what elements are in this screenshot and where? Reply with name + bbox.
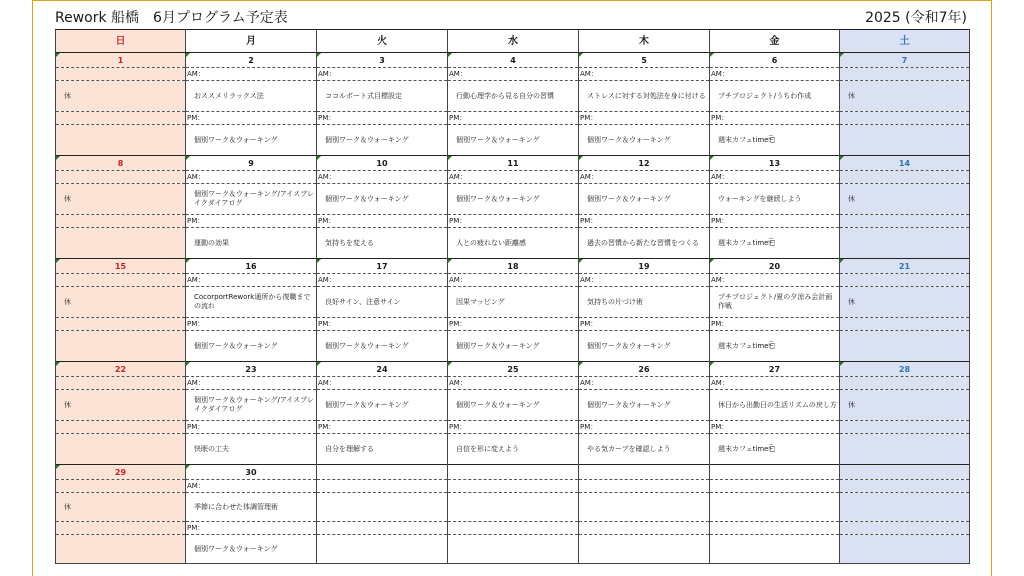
pm-label: PM： bbox=[186, 522, 317, 535]
day-number-text: 18 bbox=[507, 261, 519, 271]
am-label bbox=[56, 68, 186, 81]
am-activity: 個別ワーク＆ウォーキング bbox=[317, 390, 448, 421]
comment-marker-icon bbox=[56, 259, 60, 263]
am-label bbox=[56, 480, 186, 493]
am-label-row bbox=[56, 171, 970, 184]
pm-activity bbox=[317, 535, 448, 564]
comment-marker-icon bbox=[186, 259, 190, 263]
day-number-text: 27 bbox=[768, 364, 781, 374]
pm-activity-row bbox=[56, 228, 970, 259]
pm-label bbox=[840, 318, 970, 331]
day-number-text: 30 bbox=[245, 467, 257, 477]
day-number-text: 7 bbox=[901, 55, 908, 65]
comment-marker-icon bbox=[186, 362, 190, 366]
day-number-row bbox=[56, 259, 970, 274]
day-number-row bbox=[56, 465, 970, 480]
day-number-text: 14 bbox=[898, 158, 911, 168]
am-label: AM： bbox=[186, 68, 317, 81]
comment-marker-icon bbox=[840, 156, 844, 160]
am-label: AM： bbox=[448, 274, 579, 287]
am-label: AM： bbox=[448, 377, 579, 390]
day-number-text: 20 bbox=[768, 261, 781, 271]
pm-label: PM： bbox=[317, 421, 448, 434]
pm-activity-text: 個別ワーク＆ウォーキング bbox=[194, 544, 278, 553]
pm-label bbox=[56, 522, 186, 535]
clip-icon: ⎗ bbox=[768, 135, 775, 144]
day-number-text: 9 bbox=[248, 158, 254, 168]
am-activity: ウォーキングを継続しよう bbox=[710, 184, 840, 215]
am-activity: 個別ワーク＆ウォーキング bbox=[579, 390, 710, 421]
pm-label: PM： bbox=[448, 215, 579, 228]
am-label-row bbox=[56, 274, 970, 287]
pm-activity-text: 快眠の工夫 bbox=[194, 444, 229, 453]
holiday-cell: 休 bbox=[56, 287, 186, 318]
calendar-table bbox=[55, 29, 970, 564]
day-number-text: 16 bbox=[245, 261, 257, 271]
day-number bbox=[186, 465, 317, 480]
day-number bbox=[710, 362, 840, 377]
am-activity bbox=[317, 493, 448, 522]
day-number bbox=[840, 53, 970, 68]
pm-label: PM： bbox=[317, 318, 448, 331]
day-number-text: 13 bbox=[768, 158, 781, 168]
am-activity: 気持ちの片づけ術 bbox=[579, 287, 710, 318]
calendar-body bbox=[56, 53, 970, 564]
pm-activity bbox=[710, 125, 840, 156]
pm-label: PM： bbox=[186, 215, 317, 228]
pm-activity bbox=[56, 535, 186, 564]
weekday-sun: 日 bbox=[56, 30, 186, 53]
pm-label bbox=[840, 421, 970, 434]
holiday-cell: 休 bbox=[840, 184, 970, 215]
am-activity: 個別ワーク＆ウォーキング bbox=[448, 390, 579, 421]
pm-activity-text: 個別ワーク＆ウォーキング bbox=[587, 341, 671, 350]
comment-marker-icon bbox=[579, 259, 583, 263]
day-number-text: 15 bbox=[114, 261, 127, 271]
pm-activity bbox=[186, 535, 317, 564]
pm-activity bbox=[317, 228, 448, 259]
pm-label bbox=[840, 522, 970, 535]
day-number bbox=[317, 465, 448, 480]
am-label-row bbox=[56, 377, 970, 390]
comment-marker-icon bbox=[186, 465, 190, 469]
pm-label bbox=[317, 522, 448, 535]
schedule-page bbox=[32, 0, 992, 576]
am-activity bbox=[579, 493, 710, 522]
pm-label: PM： bbox=[186, 421, 317, 434]
am-label: AM： bbox=[186, 377, 317, 390]
am-label: AM： bbox=[710, 274, 840, 287]
am-label: AM： bbox=[710, 377, 840, 390]
day-number bbox=[579, 465, 710, 480]
pm-activity-text: 週末カフェtime bbox=[718, 342, 769, 350]
comment-marker-icon bbox=[579, 362, 583, 366]
am-label: AM： bbox=[710, 68, 840, 81]
am-label-row bbox=[56, 68, 970, 81]
am-label: AM： bbox=[579, 68, 710, 81]
am-label bbox=[710, 480, 840, 493]
am-activity bbox=[448, 493, 579, 522]
am-activity: ココルポート式目標設定 bbox=[317, 81, 448, 112]
day-number bbox=[56, 465, 186, 480]
am-label bbox=[56, 377, 186, 390]
pm-activity bbox=[448, 228, 579, 259]
day-number bbox=[448, 156, 579, 171]
comment-marker-icon bbox=[317, 362, 321, 366]
holiday-cell: 休 bbox=[56, 390, 186, 421]
comment-marker-icon bbox=[579, 53, 583, 57]
pm-label: PM： bbox=[186, 318, 317, 331]
pm-activity bbox=[710, 434, 840, 465]
day-number bbox=[840, 362, 970, 377]
comment-marker-icon bbox=[448, 156, 452, 160]
pm-activity bbox=[579, 125, 710, 156]
pm-activity-text: 週末カフェtime bbox=[718, 239, 769, 247]
day-number-text: 5 bbox=[641, 55, 647, 65]
comment-marker-icon bbox=[710, 259, 714, 263]
am-activity: 個別ワーク＆ウォーキング bbox=[579, 184, 710, 215]
day-number bbox=[840, 259, 970, 274]
pm-activity bbox=[56, 331, 186, 362]
pm-activity-text: 週末カフェtime bbox=[718, 136, 769, 144]
pm-activity bbox=[840, 434, 970, 465]
am-activity-row bbox=[56, 493, 970, 522]
pm-activity-row bbox=[56, 331, 970, 362]
holiday-cell: 休 bbox=[56, 81, 186, 112]
day-number-text: 21 bbox=[898, 261, 911, 271]
am-activity: 季節に合わせた体調管理術 bbox=[186, 493, 317, 522]
pm-activity bbox=[579, 228, 710, 259]
pm-label bbox=[579, 522, 710, 535]
pm-activity-text: 個別ワーク＆ウォーキング bbox=[456, 135, 540, 144]
comment-marker-icon bbox=[840, 259, 844, 263]
am-activity-row bbox=[56, 287, 970, 318]
day-number bbox=[186, 156, 317, 171]
am-label bbox=[840, 171, 970, 184]
pm-label-row bbox=[56, 215, 970, 228]
pm-label: PM： bbox=[710, 215, 840, 228]
clip-icon: ⎗ bbox=[768, 444, 775, 453]
day-number bbox=[186, 53, 317, 68]
pm-label: PM： bbox=[448, 421, 579, 434]
am-label bbox=[579, 480, 710, 493]
am-label: AM： bbox=[186, 171, 317, 184]
pm-label-row bbox=[56, 112, 970, 125]
am-activity: 良好サイン、注意サイン bbox=[317, 287, 448, 318]
am-label: AM： bbox=[186, 274, 317, 287]
pm-activity-text: 運動の効果 bbox=[194, 238, 229, 247]
am-activity-row bbox=[56, 390, 970, 421]
day-number bbox=[840, 156, 970, 171]
am-activity: 因果マッピング bbox=[448, 287, 579, 318]
year-label: 2025 (令和7年) bbox=[865, 10, 967, 26]
pm-activity-text: 個別ワーク＆ウォーキング bbox=[194, 135, 278, 144]
day-number-text: 3 bbox=[379, 55, 385, 65]
day-number-text: 6 bbox=[771, 55, 778, 65]
comment-marker-icon bbox=[710, 362, 714, 366]
am-activity: 行動心理学から見る自分の習慣 bbox=[448, 81, 579, 112]
day-number-text: 23 bbox=[245, 364, 257, 374]
pm-label-row bbox=[56, 421, 970, 434]
pm-activity-row bbox=[56, 535, 970, 564]
weekday-fri: 金 bbox=[710, 30, 840, 53]
day-number-row bbox=[56, 362, 970, 377]
am-activity: 個別ワーク＆ウォーキング bbox=[448, 184, 579, 215]
day-number-text: 24 bbox=[376, 364, 388, 374]
am-label bbox=[840, 274, 970, 287]
am-activity: 個別ワーク＆ウォーキング bbox=[317, 184, 448, 215]
comment-marker-icon bbox=[317, 53, 321, 57]
day-number bbox=[710, 465, 840, 480]
pm-activity-text: 自信を形に変えよう bbox=[456, 444, 519, 453]
day-number bbox=[317, 362, 448, 377]
day-number bbox=[448, 53, 579, 68]
pm-activity-text: 個別ワーク＆ウォーキング bbox=[325, 341, 409, 350]
am-label bbox=[56, 274, 186, 287]
am-label bbox=[840, 68, 970, 81]
am-activity-row bbox=[56, 81, 970, 112]
comment-marker-icon bbox=[56, 156, 60, 160]
day-number bbox=[186, 259, 317, 274]
weekday-thu: 木 bbox=[579, 30, 710, 53]
comment-marker-icon bbox=[56, 465, 60, 469]
pm-activity bbox=[579, 434, 710, 465]
pm-label bbox=[56, 215, 186, 228]
am-activity: プチプロジェクト/夏の夕涼み会計画作戦 bbox=[710, 287, 840, 318]
am-activity: 個別ワーク＆ウォーキング/アイスブレイクダイアログ bbox=[186, 390, 317, 421]
day-number bbox=[710, 156, 840, 171]
holiday-cell: 休 bbox=[840, 81, 970, 112]
day-number-text: 11 bbox=[507, 158, 519, 168]
day-number bbox=[317, 259, 448, 274]
comment-marker-icon bbox=[840, 362, 844, 366]
pm-activity-text: 自分を理解する bbox=[325, 444, 374, 453]
weekday-sat: 土 bbox=[840, 30, 970, 53]
pm-activity bbox=[840, 331, 970, 362]
clip-icon: ⎗ bbox=[768, 341, 775, 350]
day-number bbox=[579, 259, 710, 274]
pm-activity bbox=[710, 331, 840, 362]
day-number bbox=[579, 53, 710, 68]
pm-activity-text: 個別ワーク＆ウォーキング bbox=[194, 341, 278, 350]
pm-activity bbox=[186, 331, 317, 362]
am-label: AM： bbox=[448, 68, 579, 81]
pm-activity bbox=[448, 434, 579, 465]
pm-activity bbox=[317, 125, 448, 156]
clip-icon: ⎗ bbox=[768, 238, 775, 247]
holiday-cell: 休 bbox=[56, 493, 186, 522]
pm-label: PM： bbox=[579, 112, 710, 125]
pm-activity bbox=[317, 331, 448, 362]
comment-marker-icon bbox=[186, 156, 190, 160]
day-number-text: 2 bbox=[248, 55, 254, 65]
am-activity: ストレスに対する対処法を身に付ける bbox=[579, 81, 710, 112]
comment-marker-icon bbox=[448, 259, 452, 263]
comment-marker-icon bbox=[710, 156, 714, 160]
pm-label-row bbox=[56, 318, 970, 331]
pm-label: PM： bbox=[710, 112, 840, 125]
pm-activity bbox=[840, 228, 970, 259]
day-number bbox=[56, 259, 186, 274]
day-number-text: 28 bbox=[898, 364, 911, 374]
am-label: AM： bbox=[317, 377, 448, 390]
pm-activity bbox=[579, 535, 710, 564]
pm-label bbox=[840, 112, 970, 125]
pm-label: PM： bbox=[317, 112, 448, 125]
am-activity: CocorportRework通所から復職までの流れ bbox=[186, 287, 317, 318]
am-label: AM： bbox=[317, 68, 448, 81]
day-number bbox=[579, 156, 710, 171]
am-label: AM： bbox=[186, 480, 317, 493]
day-number-text: 4 bbox=[510, 55, 516, 65]
weekday-header-row bbox=[56, 30, 970, 53]
pm-activity bbox=[56, 125, 186, 156]
pm-activity bbox=[448, 125, 579, 156]
pm-label-row bbox=[56, 522, 970, 535]
day-number-text: 22 bbox=[114, 364, 127, 374]
weekday-mon: 月 bbox=[186, 30, 317, 53]
pm-activity bbox=[186, 228, 317, 259]
pm-activity-text: 過去の習慣から新たな習慣をつくる bbox=[587, 238, 699, 247]
am-label bbox=[840, 377, 970, 390]
pm-activity bbox=[448, 331, 579, 362]
am-activity bbox=[710, 493, 840, 522]
pm-activity bbox=[710, 228, 840, 259]
pm-activity-text: 人との疲れない距離感 bbox=[456, 238, 526, 247]
weekday-tue: 火 bbox=[317, 30, 448, 53]
pm-activity-text: やる気カーブを確認しよう bbox=[587, 444, 671, 453]
am-activity: 休日から出勤日の生活リズムの戻し方 bbox=[710, 390, 840, 421]
day-number-text: 8 bbox=[117, 158, 124, 168]
am-activity-row bbox=[56, 184, 970, 215]
comment-marker-icon bbox=[579, 156, 583, 160]
comment-marker-icon bbox=[317, 259, 321, 263]
pm-label: PM： bbox=[579, 318, 710, 331]
holiday-cell bbox=[840, 493, 970, 522]
am-label-row bbox=[56, 480, 970, 493]
pm-activity-text: 週末カフェtime bbox=[718, 445, 769, 453]
pm-activity-text: 個別ワーク＆ウォーキング bbox=[587, 135, 671, 144]
am-label: AM： bbox=[579, 171, 710, 184]
pm-label bbox=[448, 522, 579, 535]
holiday-cell: 休 bbox=[56, 184, 186, 215]
comment-marker-icon bbox=[448, 53, 452, 57]
pm-activity bbox=[56, 228, 186, 259]
am-label: AM： bbox=[579, 377, 710, 390]
pm-label bbox=[56, 112, 186, 125]
pm-label bbox=[840, 215, 970, 228]
pm-label bbox=[710, 522, 840, 535]
day-number bbox=[56, 362, 186, 377]
pm-label bbox=[56, 318, 186, 331]
pm-activity bbox=[186, 434, 317, 465]
am-label: AM： bbox=[317, 274, 448, 287]
pm-activity bbox=[710, 535, 840, 564]
day-number bbox=[710, 53, 840, 68]
pm-activity bbox=[840, 125, 970, 156]
day-number bbox=[317, 156, 448, 171]
pm-activity bbox=[186, 125, 317, 156]
holiday-cell: 休 bbox=[840, 287, 970, 318]
comment-marker-icon bbox=[840, 53, 844, 57]
comment-marker-icon bbox=[448, 362, 452, 366]
day-number-text: 17 bbox=[376, 261, 388, 271]
pm-activity-text: 気持ちを変える bbox=[325, 238, 374, 247]
am-label: AM： bbox=[579, 274, 710, 287]
am-label bbox=[56, 171, 186, 184]
pm-activity bbox=[56, 434, 186, 465]
pm-label: PM： bbox=[186, 112, 317, 125]
day-number bbox=[448, 259, 579, 274]
day-number-row bbox=[56, 53, 970, 68]
day-number bbox=[56, 53, 186, 68]
am-label: AM： bbox=[710, 171, 840, 184]
holiday-cell: 休 bbox=[840, 390, 970, 421]
day-number-text: 25 bbox=[507, 364, 519, 374]
day-number bbox=[317, 53, 448, 68]
day-number bbox=[56, 156, 186, 171]
am-label bbox=[448, 480, 579, 493]
am-label: AM： bbox=[317, 171, 448, 184]
day-number-text: 1 bbox=[117, 55, 124, 65]
pm-label: PM： bbox=[579, 215, 710, 228]
pm-label: PM： bbox=[710, 318, 840, 331]
page-title: Rework 船橋 6月プログラム予定表 bbox=[55, 10, 288, 26]
am-label: AM： bbox=[448, 171, 579, 184]
pm-activity-text: 個別ワーク＆ウォーキング bbox=[456, 341, 540, 350]
pm-activity bbox=[317, 434, 448, 465]
day-number-text: 10 bbox=[376, 158, 388, 168]
day-number-text: 12 bbox=[638, 158, 650, 168]
pm-activity bbox=[448, 535, 579, 564]
pm-activity-row bbox=[56, 125, 970, 156]
comment-marker-icon bbox=[317, 156, 321, 160]
weekday-wed: 水 bbox=[448, 30, 579, 53]
day-number-row bbox=[56, 156, 970, 171]
comment-marker-icon bbox=[56, 53, 60, 57]
am-label bbox=[317, 480, 448, 493]
pm-label: PM： bbox=[317, 215, 448, 228]
pm-activity-text: 個別ワーク＆ウォーキング bbox=[325, 135, 409, 144]
day-number bbox=[840, 465, 970, 480]
pm-label: PM： bbox=[710, 421, 840, 434]
am-label bbox=[840, 480, 970, 493]
pm-activity bbox=[579, 331, 710, 362]
am-activity: おススメリラックス法 bbox=[186, 81, 317, 112]
comment-marker-icon bbox=[186, 53, 190, 57]
day-number-text: 26 bbox=[638, 364, 650, 374]
day-number-text: 19 bbox=[638, 261, 650, 271]
pm-label bbox=[56, 421, 186, 434]
day-number-text: 29 bbox=[114, 467, 127, 477]
day-number bbox=[448, 362, 579, 377]
day-number bbox=[710, 259, 840, 274]
day-number bbox=[448, 465, 579, 480]
comment-marker-icon bbox=[56, 362, 60, 366]
pm-activity bbox=[840, 535, 970, 564]
pm-label: PM： bbox=[448, 318, 579, 331]
pm-label: PM： bbox=[448, 112, 579, 125]
day-number bbox=[579, 362, 710, 377]
comment-marker-icon bbox=[710, 53, 714, 57]
day-number bbox=[186, 362, 317, 377]
am-activity: プチプロジェクト/うちわ作成 bbox=[710, 81, 840, 112]
am-activity: 個別ワーク＆ウォーキング/アイスブレイクダイアログ bbox=[186, 184, 317, 215]
pm-label: PM： bbox=[579, 421, 710, 434]
pm-activity-row bbox=[56, 434, 970, 465]
